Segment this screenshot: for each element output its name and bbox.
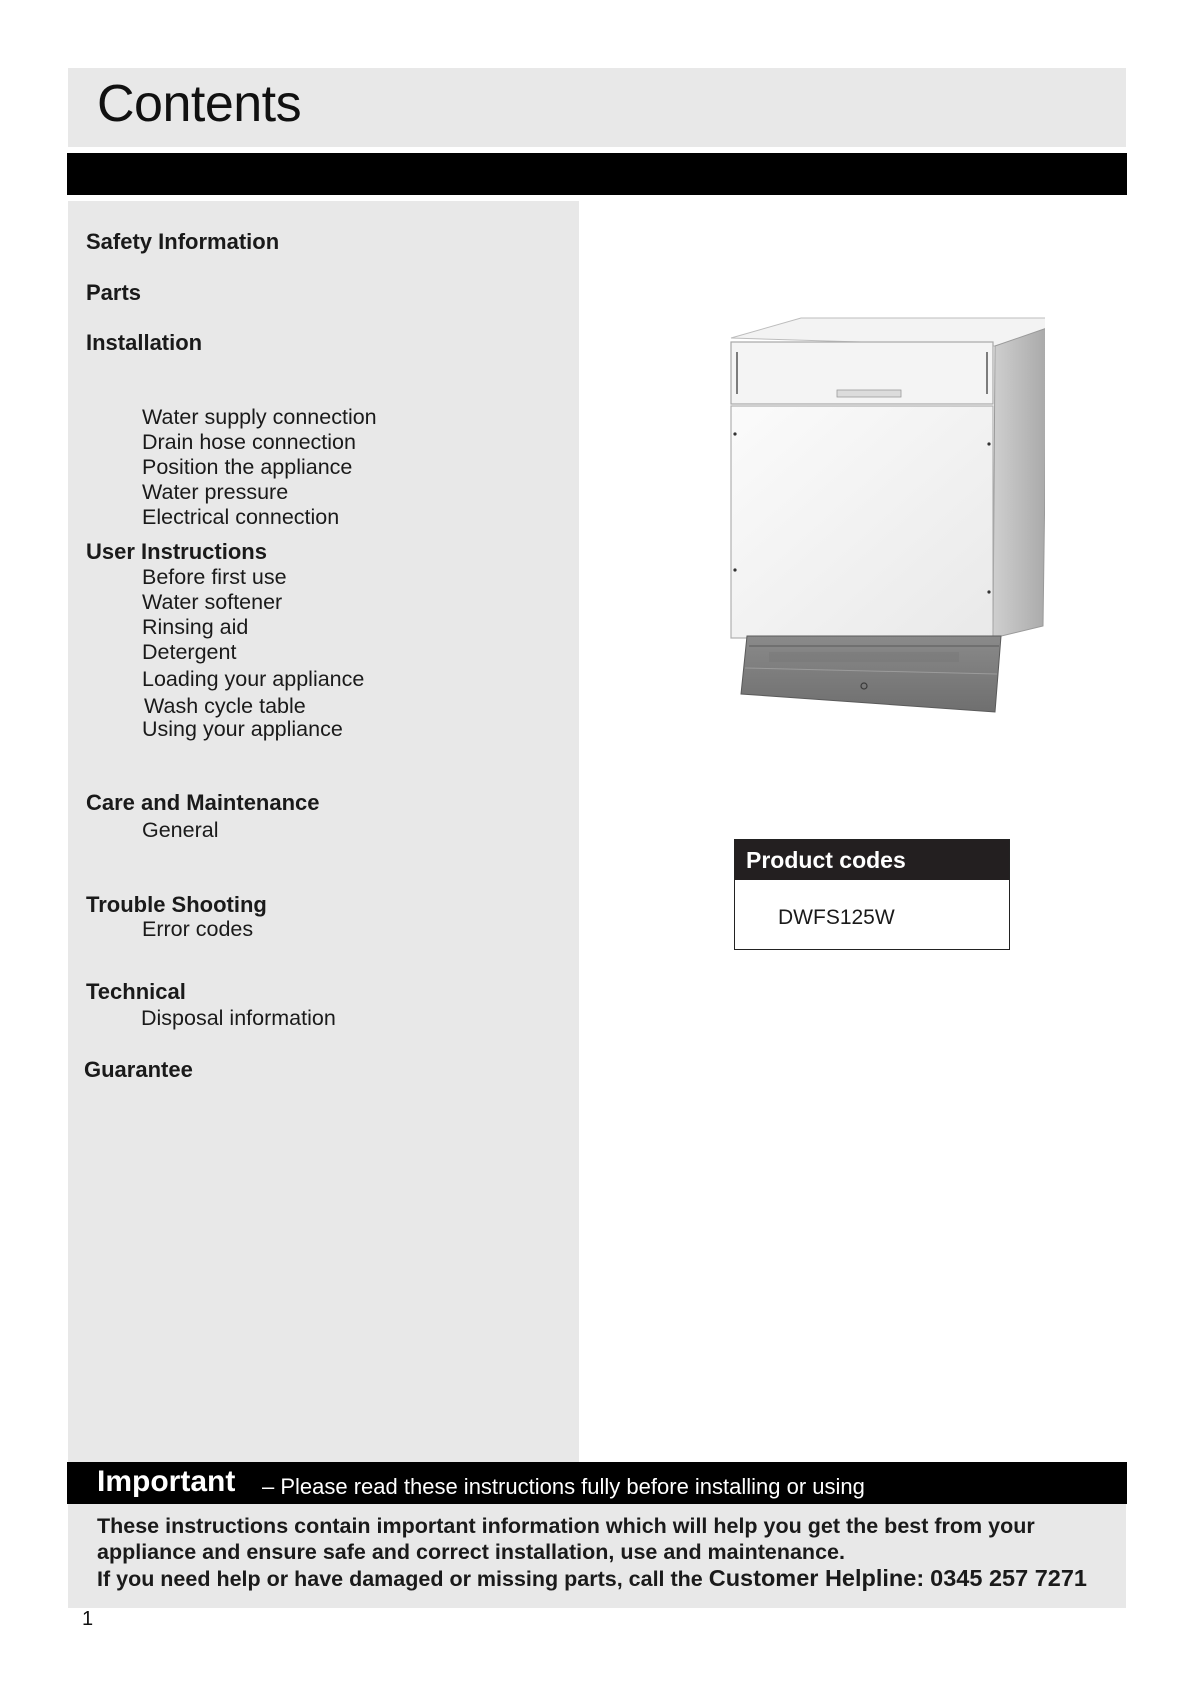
product-code-value: DWFS125W (778, 906, 895, 929)
toc-heading-guarantee[interactable]: Guarantee (84, 1057, 193, 1082)
toc-item[interactable]: Before first use (142, 565, 287, 589)
helpline-label: Customer Helpline: (708, 1565, 925, 1591)
header-divider-bar (67, 153, 1127, 195)
page-title: Contents (97, 75, 302, 133)
toc-heading-trouble[interactable]: Trouble Shooting (86, 892, 267, 917)
toc-item[interactable]: Loading your appliance (142, 667, 365, 691)
toc-item[interactable]: Water pressure (142, 480, 289, 504)
product-codes-box (734, 839, 1010, 950)
toc-heading-technical[interactable]: Technical (86, 979, 186, 1004)
toc-item[interactable]: Electrical connection (142, 505, 340, 529)
toc-item[interactable]: General (142, 818, 219, 842)
helpline-intro: If you need help or have damaged or missing parts, call the (97, 1567, 703, 1591)
toc-heading-user-instructions[interactable]: User Instructions (86, 539, 267, 564)
toc-heading-care[interactable]: Care and Maintenance (86, 790, 320, 815)
toc-item[interactable]: Error codes (142, 917, 254, 941)
important-banner (67, 1462, 1127, 1504)
contents-panel (68, 201, 579, 1463)
important-label: Important (97, 1465, 236, 1498)
title-bar (68, 68, 1126, 147)
toc-heading-installation[interactable]: Installation (86, 330, 203, 355)
toc-item[interactable]: Drain hose connection (142, 430, 356, 454)
toc-item[interactable]: Water supply connection (142, 405, 377, 429)
info-line-helpline (97, 1565, 1087, 1592)
product-codes-header: Product codes (735, 840, 1009, 880)
dishwasher-image (725, 308, 1045, 718)
toc-item[interactable]: Disposal information (141, 1006, 336, 1030)
toc-heading-parts[interactable]: Parts (86, 280, 142, 305)
toc-item[interactable]: Wash cycle table (144, 694, 306, 718)
toc-item[interactable]: Position the appliance (142, 455, 353, 479)
toc-item[interactable]: Detergent (142, 640, 237, 664)
helpline-number[interactable]: 0345 257 7271 (930, 1565, 1087, 1591)
toc-item[interactable]: Using your appliance (142, 717, 343, 741)
info-panel (68, 1504, 1126, 1608)
info-line: These instructions contain important information which will help you get the best from your (97, 1514, 1035, 1538)
info-line: appliance and ensure safe and correct installation, use and maintenance. (97, 1540, 845, 1564)
page-number: 1 (82, 1608, 94, 1630)
toc-item[interactable]: Water softener (142, 590, 283, 614)
toc-heading-safety[interactable]: Safety Information (86, 229, 280, 254)
important-text: – Please read these instructions fully before installing or using (262, 1474, 865, 1499)
toc-item[interactable]: Rinsing aid (142, 615, 249, 639)
